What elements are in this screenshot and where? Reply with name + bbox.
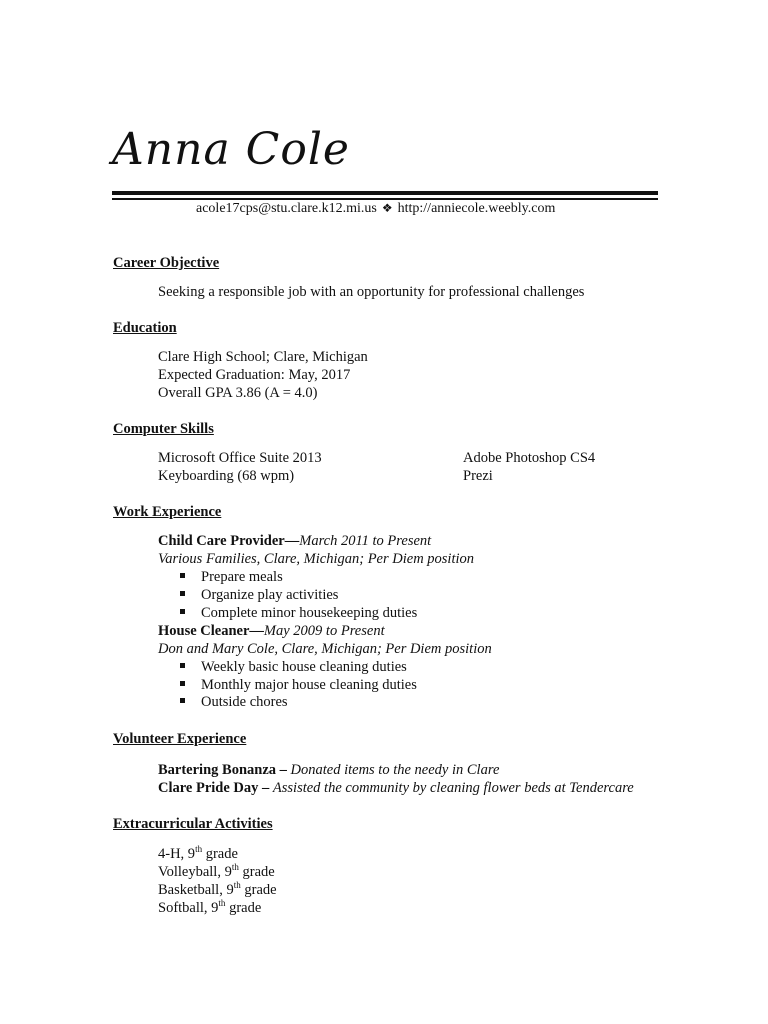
activity-grade: grade xyxy=(238,864,275,880)
career-objective-heading: Career Objective xyxy=(113,255,220,271)
volunteer-item xyxy=(158,762,499,779)
activity-item xyxy=(158,882,277,899)
email-text: acole17cps@stu.clare.k12.mi.us xyxy=(196,201,377,216)
job-employer: Don and Mary Cole, Clare, Michigan; Per Diem position xyxy=(158,641,492,657)
activity-text: Basketball, 9 xyxy=(158,882,234,898)
square-bullet-icon xyxy=(180,591,185,596)
duty-item xyxy=(180,659,407,676)
job-title-line xyxy=(158,623,385,640)
applicant-name: Anna Cole xyxy=(112,124,350,175)
duty-text: Prepare meals xyxy=(201,569,283,585)
job-role: House Cleaner— xyxy=(158,623,264,639)
ordinal-suffix: th xyxy=(231,862,239,873)
square-bullet-icon xyxy=(180,663,185,668)
computer-skills-heading: Computer Skills xyxy=(113,421,214,437)
job-dates: March 2011 to Present xyxy=(299,533,432,549)
header-rule-thick xyxy=(112,191,658,195)
volunteer-experience-heading: Volunteer Experience xyxy=(113,731,247,747)
extracurricular-heading: Extracurricular Activities xyxy=(113,816,273,832)
duty-item xyxy=(180,605,417,622)
activity-text: 4-H, 9 xyxy=(158,846,196,862)
duty-item xyxy=(180,569,283,586)
volunteer-name: Bartering Bonanza – xyxy=(158,762,291,778)
education-line: Overall GPA 3.86 (A = 4.0) xyxy=(158,385,318,401)
contact-line xyxy=(196,201,555,217)
square-bullet-icon xyxy=(180,698,185,703)
ordinal-suffix: th xyxy=(195,844,203,855)
duty-text: Monthly major house cleaning duties xyxy=(201,677,417,693)
duty-text: Organize play activities xyxy=(201,587,339,603)
square-bullet-icon xyxy=(180,609,185,614)
square-bullet-icon xyxy=(180,573,185,578)
career-objective-text: Seeking a responsible job with an opportunity for professional challenges xyxy=(158,284,585,300)
skill-item: Prezi xyxy=(463,468,493,484)
activity-text: Volleyball, 9 xyxy=(158,864,232,880)
work-experience-heading: Work Experience xyxy=(113,504,222,520)
ordinal-suffix: th xyxy=(218,898,226,909)
skill-item: Keyboarding (68 wpm) xyxy=(158,468,295,484)
education-heading: Education xyxy=(113,320,177,336)
activity-item xyxy=(158,846,238,863)
education-line: Expected Graduation: May, 2017 xyxy=(158,367,351,383)
diamond-separator-icon: ❖ xyxy=(381,201,393,215)
job-role: Child Care Provider— xyxy=(158,533,300,549)
job-title-line xyxy=(158,533,431,550)
activity-item xyxy=(158,864,275,881)
activity-item xyxy=(158,900,261,917)
volunteer-desc: Assisted the community by cleaning flower beds at Tendercare xyxy=(272,780,634,796)
volunteer-desc: Donated items to the needy in Clare xyxy=(290,762,500,778)
volunteer-name: Clare Pride Day – xyxy=(158,780,273,796)
job-dates: May 2009 to Present xyxy=(263,623,385,639)
square-bullet-icon xyxy=(180,681,185,686)
skill-item: Microsoft Office Suite 2013 xyxy=(158,450,322,466)
skill-item: Adobe Photoshop CS4 xyxy=(463,450,596,466)
activity-grade: grade xyxy=(240,882,277,898)
duty-text: Weekly basic house cleaning duties xyxy=(201,659,407,675)
education-line: Clare High School; Clare, Michigan xyxy=(158,349,368,365)
duty-item xyxy=(180,587,338,604)
activity-grade: grade xyxy=(225,900,262,916)
job-employer: Various Families, Clare, Michigan; Per Diem position xyxy=(158,551,475,567)
ordinal-suffix: th xyxy=(233,880,241,891)
activity-grade: grade xyxy=(202,846,238,862)
duty-text: Outside chores xyxy=(201,694,288,710)
duty-item xyxy=(180,694,288,711)
website-text: http://anniecole.weebly.com xyxy=(397,201,556,216)
activity-text: Softball, 9 xyxy=(158,900,219,916)
volunteer-item xyxy=(158,780,634,797)
duty-item xyxy=(180,677,417,694)
header-rule-thin xyxy=(112,198,658,200)
duty-text: Complete minor housekeeping duties xyxy=(201,605,418,621)
